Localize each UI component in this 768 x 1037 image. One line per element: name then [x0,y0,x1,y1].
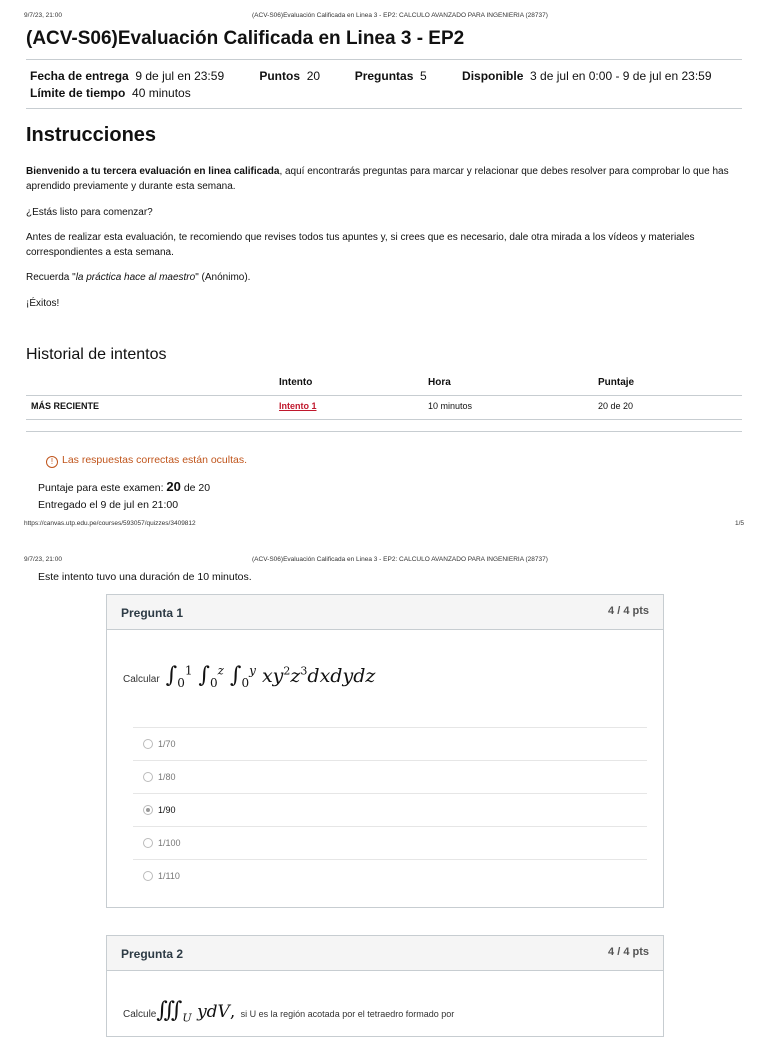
answer-option[interactable]: 1/80 [133,760,647,793]
question-prompt: $Calcule∭_U$ ydV, si U es la región acotada por el tetraedro formado por [123,998,455,1025]
integral-expression: $\int_0^1$ $\int_0^z$ $\int_0^y$ $xy^2z^3dxdydz$ [165,663,376,690]
due-date: Fecha de entrega 9 de jul en 23:59 [30,69,225,83]
exam-score: Puntaje para este examen: 20 de 20 [38,479,211,494]
questions-count: Preguntas 5 [354,69,427,83]
submitted-date: Entregado el 9 de jul en 21:00 [38,499,179,511]
instructions-paragraph: Recuerda "la práctica hace al maestro" (Anónimo). [26,272,251,283]
radio-button[interactable] [143,739,153,749]
quiz-details [30,68,712,102]
warning-icon: ! [46,456,58,468]
history-heading: Historial de intentos [26,346,167,363]
attempt-duration: Este intento tuvo una duración de 10 minutos. [38,571,252,583]
print-page-number: 1/5 [734,520,744,527]
answer-option[interactable]: 1/110 [133,859,647,892]
instructions-paragraph: Antes de realizar esta evaluación, te recomiendo que revises todos tus apuntes y, si crees que es necesario, dale otra mirada a los vídeos y materiales correspondientes a esta semana. [26,232,695,258]
radio-button[interactable] [143,838,153,848]
question-points: 4 / 4 pts [608,605,649,617]
radio-button[interactable] [143,871,153,881]
points: Puntos 20 [259,69,321,83]
divider [26,108,742,109]
print-url: https://canvas.utp.edu.pe/courses/593057/quizzes/3409812 [24,520,196,527]
question-card [106,935,664,1037]
instructions-paragraph: ¿Estás listo para comenzar? [26,207,153,218]
attempt-score: 20 de 20 [598,401,634,411]
question-prompt: Calcular $\int_0^1$ $\int_0^z$ $\int_0^y$ $xy^2z^3dxdydz$ [123,663,376,690]
table-divider [26,419,742,420]
answer-option[interactable]: 1/70 [133,727,647,760]
question-card [106,594,664,908]
col-header-score: Puntaje [598,377,635,388]
divider [26,431,742,432]
table-divider [26,395,742,396]
question-header [107,936,663,971]
print-date: 9/7/23, 21:00 [24,12,62,19]
divider [26,59,742,60]
question-points: 4 / 4 pts [608,946,649,958]
hidden-answers-notice: ! Las respuestas correctas están ocultas. [46,454,247,468]
col-header-time: Hora [428,377,451,388]
print-date: 9/7/23, 21:00 [24,556,62,563]
answer-option[interactable]: 1/90 [133,793,647,826]
radio-button-selected[interactable] [143,805,153,815]
print-title: (ACV-S06)Evaluación Calificada en Linea 3 - EP2: CALCULO AVANZADO PARA INGENIERIA (28737) [252,556,548,563]
quiz-title: (ACV-S06)Evaluación Calificada en Linea 3 - EP2 [26,28,465,49]
integral-expression: $∭_U$ ydV, [156,998,236,1025]
row-label: MÁS RECIENTE [31,401,100,411]
question-title: Pregunta 1 [121,606,184,620]
availability: Disponible 3 de jul en 0:00 - 9 de jul en 23:59 [462,69,712,83]
print-title: (ACV-S06)Evaluación Calificada en Linea 3 - EP2: CALCULO AVANZADO PARA INGENIERIA (28737) [252,12,548,19]
instructions-paragraph: Bienvenido a tu tercera evaluación en linea calificada, aquí encontrarás preguntas para marcar y relacionar que debes resolver para comprobar lo que has aprendido previamente y durante esta semana. [26,166,729,192]
question-title: Pregunta 2 [121,947,184,961]
instructions-paragraph: ¡Éxitos! [26,298,60,309]
col-header-attempt: Intento [279,377,313,388]
attempt-time: 10 minutos [428,401,473,411]
attempt-link[interactable]: Intento 1 [279,401,317,411]
question-header [107,595,663,630]
instructions-heading: Instrucciones [26,124,157,146]
radio-button[interactable] [143,772,153,782]
answer-option[interactable]: 1/100 [133,826,647,859]
print-footer [24,520,744,527]
time-limit: Límite de tiempo 40 minutos [30,86,191,100]
